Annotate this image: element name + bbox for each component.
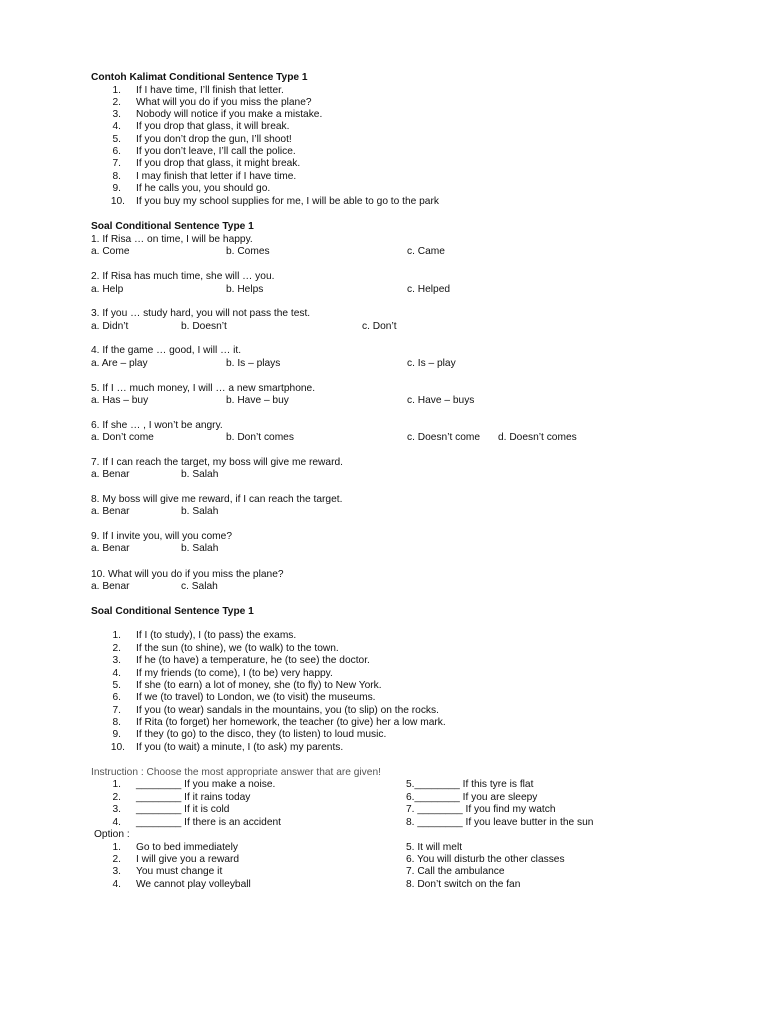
item-text: If you (to wait) a minute, I (to ask) my parents. <box>136 742 344 753</box>
item-number: 2. <box>112 643 121 654</box>
option-c: c. Helped <box>407 284 451 295</box>
item-text: ________ If it is cold <box>136 804 230 815</box>
item-number: 1. <box>112 85 121 96</box>
item-text: If I (to study), I (to pass) the exams. <box>136 630 297 641</box>
item-number: 7. <box>112 158 121 169</box>
option-b: b. Comes <box>226 246 270 257</box>
item-number: 4. <box>112 879 121 890</box>
option-a: a. Help <box>91 284 124 295</box>
item-text-right: 8. ________ If you leave butter in the sun <box>406 817 594 828</box>
instruction-text: Instruction : Choose the most appropriate answer that are given! <box>91 767 381 778</box>
option-b: c. Salah <box>181 581 218 592</box>
option-b: b. Don’t comes <box>226 432 294 443</box>
question-7: 7. If I can reach the target, my boss will give me reward. <box>91 457 343 468</box>
item-text-right: 5.________ If this tyre is flat <box>406 779 534 790</box>
item-text: If you don’t leave, I’ll call the police. <box>136 146 296 157</box>
item-text: If we (to travel) to London, we (to visit) the museums. <box>136 692 376 703</box>
list-item <box>0 779 768 792</box>
item-text: If you drop that glass, it might break. <box>136 158 301 169</box>
item-number: 2. <box>112 854 121 865</box>
option-b: b. Salah <box>181 469 219 480</box>
option-b: b. Doesn’t <box>181 321 227 332</box>
option-a: a. Benar <box>91 506 130 517</box>
item-text: I will give you a reward <box>136 854 240 865</box>
option-a: a. Are – play <box>91 358 148 369</box>
section2-title: Soal Conditional Sentence Type 1 <box>91 221 254 232</box>
item-text: I may finish that letter if I have time. <box>136 171 297 182</box>
item-text-right: 6. You will disturb the other classes <box>406 854 565 865</box>
list-item <box>0 655 768 668</box>
option-a: a. Benar <box>91 543 130 554</box>
list-item <box>0 804 768 817</box>
option-b: b. Salah <box>181 506 219 517</box>
item-text: ________ If there is an accident <box>136 817 281 828</box>
item-number: 10. <box>110 196 125 207</box>
item-text-right: 5. It will melt <box>406 842 463 853</box>
item-text: If he (to have) a temperature, he (to see) the doctor. <box>136 655 370 666</box>
option-a: a. Benar <box>91 581 130 592</box>
option-c: c. Don’t <box>362 321 397 332</box>
list-item <box>0 742 768 755</box>
item-text: If he calls you, you should go. <box>136 183 271 194</box>
section3-title: Soal Conditional Sentence Type 1 <box>91 606 254 617</box>
item-number: 3. <box>112 655 121 666</box>
item-number: 9. <box>112 183 121 194</box>
question-4: 4. If the game … good, I will … it. <box>91 345 242 356</box>
item-text: ________ If it rains today <box>136 792 251 803</box>
item-number: 10. <box>110 742 125 753</box>
question-1: 1. If Risa … on time, I will be happy. <box>91 234 253 245</box>
item-text: If you (to wear) sandals in the mountains, you (to slip) on the rocks. <box>136 705 439 716</box>
list-item <box>0 692 768 705</box>
option-b: b. Have – buy <box>226 395 289 406</box>
item-number: 1. <box>112 630 121 641</box>
question-6: 6. If she … , I won’t be angry. <box>91 420 223 431</box>
item-text: If my friends (to come), I (to be) very happy. <box>136 668 333 679</box>
item-text: If you buy my school supplies for me, I will be able to go to the park <box>136 196 439 207</box>
list-item <box>0 121 768 134</box>
section1-title: Contoh Kalimat Conditional Sentence Type 1 <box>91 72 308 83</box>
item-text-right: 7. ________ If you find my watch <box>406 804 556 815</box>
item-text: Go to bed immediately <box>136 842 238 853</box>
option-c: c. Came <box>407 246 445 257</box>
item-text-right: 8. Don’t switch on the fan <box>406 879 521 890</box>
option-a: a. Don’t come <box>91 432 154 443</box>
list-item <box>0 183 768 196</box>
list-item <box>0 630 768 643</box>
option-c: c. Doesn’t come <box>407 432 481 443</box>
item-text: ________ If you make a noise. <box>136 779 276 790</box>
question-10: 10. What will you do if you miss the plane? <box>91 569 284 580</box>
question-9: 9. If I invite you, will you come? <box>91 531 232 542</box>
item-number: 3. <box>112 804 121 815</box>
item-text: What will you do if you miss the plane? <box>136 97 312 108</box>
item-number: 4. <box>112 121 121 132</box>
item-text: If Rita (to forget) her homework, the teacher (to give) her a low mark. <box>136 717 446 728</box>
item-number: 6. <box>112 146 121 157</box>
item-text-right: 6.________ If you are sleepy <box>406 792 538 803</box>
item-number: 1. <box>112 842 121 853</box>
item-text: If they (to go) to the disco, they (to listen) to loud music. <box>136 729 387 740</box>
item-text: We cannot play volleyball <box>136 879 251 890</box>
item-text: If I have time, I’ll finish that letter. <box>136 85 284 96</box>
item-text: If you don’t drop the gun, I’ll shoot! <box>136 134 292 145</box>
option-c: c. Is – play <box>407 358 456 369</box>
option-a: a. Didn’t <box>91 321 129 332</box>
item-number: 3. <box>112 109 121 120</box>
item-number: 3. <box>112 866 121 877</box>
item-text-right: 7. Call the ambulance <box>406 866 505 877</box>
item-number: 5. <box>112 680 121 691</box>
item-number: 1. <box>112 779 121 790</box>
question-5: 5. If I … much money, I will … a new smartphone. <box>91 383 316 394</box>
item-number: 8. <box>112 171 121 182</box>
item-number: 4. <box>112 817 121 828</box>
item-number: 7. <box>112 705 121 716</box>
item-number: 2. <box>112 97 121 108</box>
option-b: b. Salah <box>181 543 219 554</box>
item-number: 8. <box>112 717 121 728</box>
option-label: Option : <box>94 829 130 840</box>
list-item <box>0 866 768 879</box>
option-a: a. Has – buy <box>91 395 149 406</box>
option-a: a. Come <box>91 246 130 257</box>
item-number: 2. <box>112 792 121 803</box>
option-c: c. Have – buys <box>407 395 475 406</box>
item-text: If you drop that glass, it will break. <box>136 121 290 132</box>
list-item <box>0 729 768 742</box>
item-text: If she (to earn) a lot of money, she (to fly) to New York. <box>136 680 382 691</box>
question-3: 3. If you … study hard, you will not pass the test. <box>91 308 311 319</box>
list-item <box>0 196 768 209</box>
list-item <box>0 158 768 171</box>
option-a: a. Benar <box>91 469 130 480</box>
item-number: 5. <box>112 134 121 145</box>
item-number: 4. <box>112 668 121 679</box>
item-number: 9. <box>112 729 121 740</box>
list-item <box>0 879 768 892</box>
item-number: 6. <box>112 692 121 703</box>
item-text: You must change it <box>136 866 223 877</box>
item-text: If the sun (to shine), we (to walk) to the town. <box>136 643 339 654</box>
item-text: Nobody will notice if you make a mistake. <box>136 109 323 120</box>
question-8: 8. My boss will give me reward, if I can reach the target. <box>91 494 343 505</box>
option-b: b. Helps <box>226 284 264 295</box>
option-b: b. Is – plays <box>226 358 281 369</box>
question-2: 2. If Risa has much time, she will … you. <box>91 271 275 282</box>
option-d: d. Doesn’t comes <box>498 432 577 443</box>
